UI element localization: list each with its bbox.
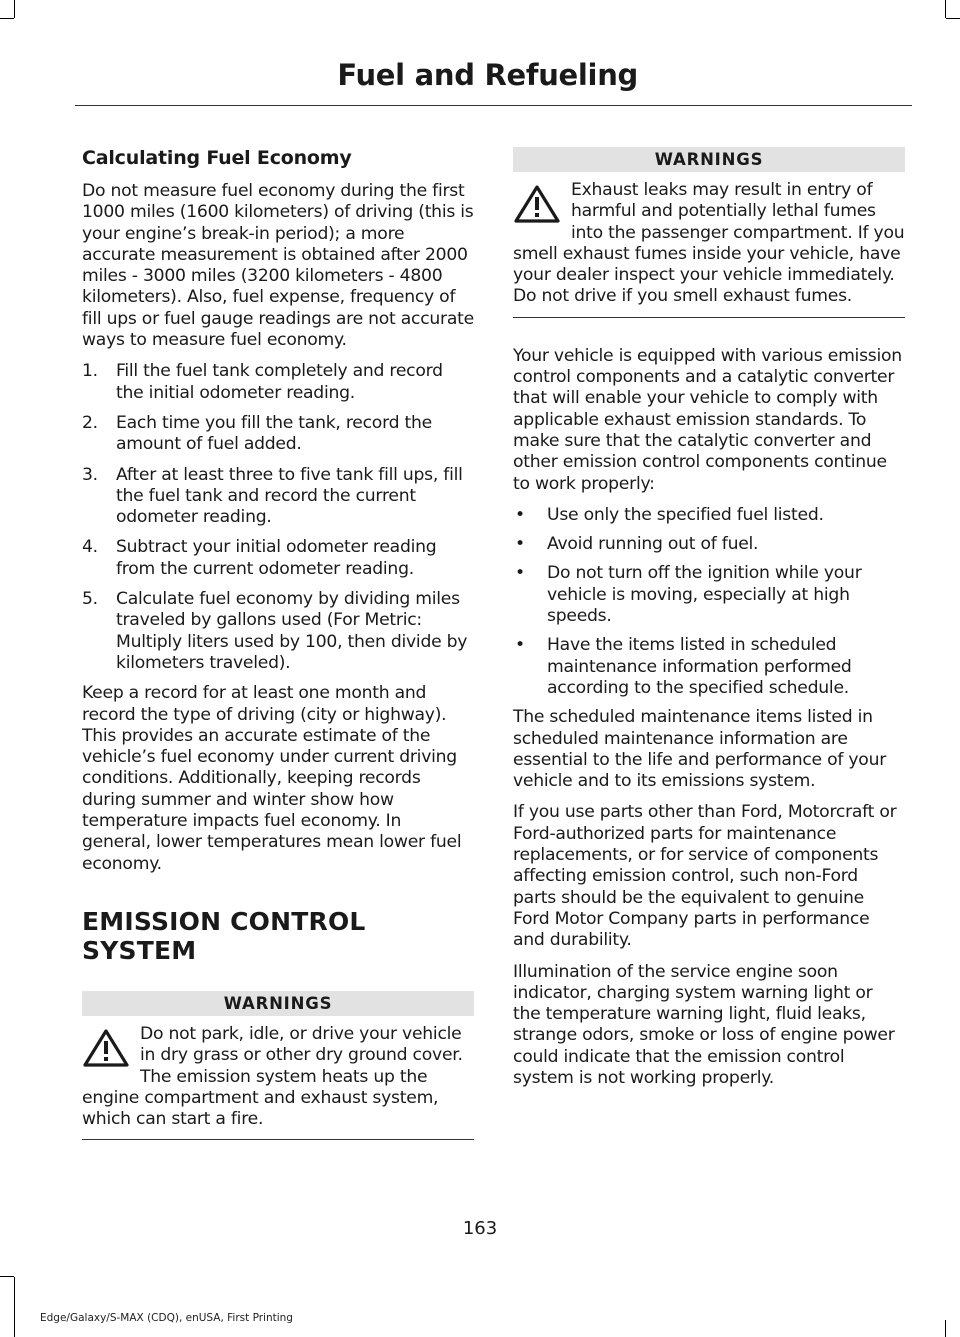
step-number: 3. <box>82 464 98 485</box>
right-column <box>513 147 905 1099</box>
step-number: 1. <box>82 361 98 382</box>
list-item <box>82 361 474 404</box>
step-number: 4. <box>82 537 98 558</box>
crop-mark <box>945 0 946 18</box>
crop-mark <box>945 1320 946 1337</box>
publication-info: Edge/Galaxy/S-MAX (CDQ), enUSA, First Printing <box>40 1312 293 1324</box>
step-text: Each time you fill the tank, record the amount of fuel added. <box>116 412 432 455</box>
step-number: 2. <box>82 412 98 433</box>
warning-title: WARNINGS <box>513 147 905 172</box>
bullet-icon: • <box>515 534 525 555</box>
bullet-text: Do not turn off the ignition while your vehicle is moving, especially at high speeds. <box>547 563 862 627</box>
list-item <box>513 534 905 555</box>
warning-text: Exhaust leaks may result in entry of harmful and potentially lethal fumes into the passenger compartment. If you smell exhaust fumes inside your vehicle, have your dealer inspect your vehicle immediately. Do not drive if you smell exhaust fumes. <box>513 180 905 307</box>
step-number: 5. <box>82 589 98 610</box>
list-item <box>82 465 474 529</box>
left-column <box>82 147 474 1168</box>
warning-box <box>513 147 905 318</box>
section-heading-emission: EMISSION CONTROL SYSTEM <box>82 906 366 965</box>
step-text: Subtract your initial odometer reading from the current odometer reading. <box>116 537 437 579</box>
warning-body <box>82 1024 474 1140</box>
warning-box <box>82 991 474 1140</box>
steps-list <box>82 361 474 674</box>
maintenance-paragraph: The scheduled maintenance items listed in scheduled maintenance information are essential to the life and performance of your vehicle and to its emissions system. <box>513 707 887 792</box>
warning-text: Do not park, idle, or drive your vehicle in dry grass or other dry ground cover. The emission system heats up the engine compartment and exhaust system, which can start a fire. <box>82 1023 463 1130</box>
warning-title: WARNINGS <box>82 991 474 1016</box>
crop-mark <box>946 18 960 19</box>
crop-mark <box>0 18 14 19</box>
outro-paragraph: Keep a record for at least one month and record the type of driving (city or highway). This provides an accurate estimate of the vehicle’s fuel economy under current driving conditions. Additionally, keeping records during summer and winter show how temperature impacts fuel economy. In general, lower temperatures mean lower fuel economy. <box>82 683 462 874</box>
page-number: 163 <box>462 1218 498 1239</box>
parts-paragraph: If you use parts other than Ford, Motorcraft or Ford-authorized parts for maintenance replacements, or for service of components affecting emission control, such non-Ford parts should be the equivalent to genuine Ford Motor Company parts in performance and durability. <box>513 802 897 951</box>
crop-mark <box>0 1276 14 1277</box>
intro-paragraph: Do not measure fuel economy during the first 1000 miles (1600 kilometers) of driving (this is your engine’s break-in period); a more accurate measurement is obtained after 2000 miles - 3000 miles (3200 kilometers - 4800 kilometers). Also, fuel expense, frequency of fill ups or fuel gauge readings are not accurate ways to measure fuel economy. <box>82 181 474 351</box>
header-rule <box>75 105 912 106</box>
bullet-icon: • <box>515 504 525 525</box>
list-item <box>513 635 905 699</box>
list-item <box>82 413 474 456</box>
page-title: Fuel and Refueling <box>337 58 638 92</box>
illumination-paragraph: Illumination of the service engine soon indicator, charging system warning light or the temperature warning light, fluid leaks, strange odors, smoke or loss of engine power could indicate that the emission control system is not working properly. <box>513 961 895 1088</box>
list-item <box>82 589 474 674</box>
warning-body <box>513 180 905 318</box>
crop-mark <box>14 1277 15 1337</box>
list-item <box>513 563 905 627</box>
emission-paragraph: Your vehicle is equipped with various emission control components and a catalytic converter that will enable your vehicle to comply with applicable exhaust emission standards. To make sure that the catalytic converter and other emission control components continue to work properly: <box>513 345 902 494</box>
bullet-icon: • <box>515 635 525 656</box>
bullet-text: Use only the specified fuel listed. <box>547 504 824 525</box>
warning-triangle-icon <box>82 1028 134 1070</box>
bullet-icon: • <box>515 563 525 584</box>
subheading-fuel-economy: Calculating Fuel Economy <box>82 147 352 169</box>
crop-mark <box>14 0 15 18</box>
step-text: Fill the fuel tank completely and record the initial odometer reading. <box>116 361 443 403</box>
bullet-list <box>513 505 905 699</box>
step-text: Calculate fuel economy by dividing miles traveled by gallons used (For Metric: Multiply liters used by 100, then divide by kilometers traveled). <box>116 589 468 673</box>
list-item <box>513 505 905 526</box>
bullet-text: Avoid running out of fuel. <box>547 534 759 555</box>
list-item <box>82 537 474 580</box>
step-text: After at least three to five tank fill ups, fill the fuel tank and record the current odometer reading. <box>116 464 463 528</box>
bullet-text: Have the items listed in scheduled maintenance information performed according to the specified schedule. <box>547 635 852 698</box>
warning-triangle-icon <box>513 184 565 226</box>
